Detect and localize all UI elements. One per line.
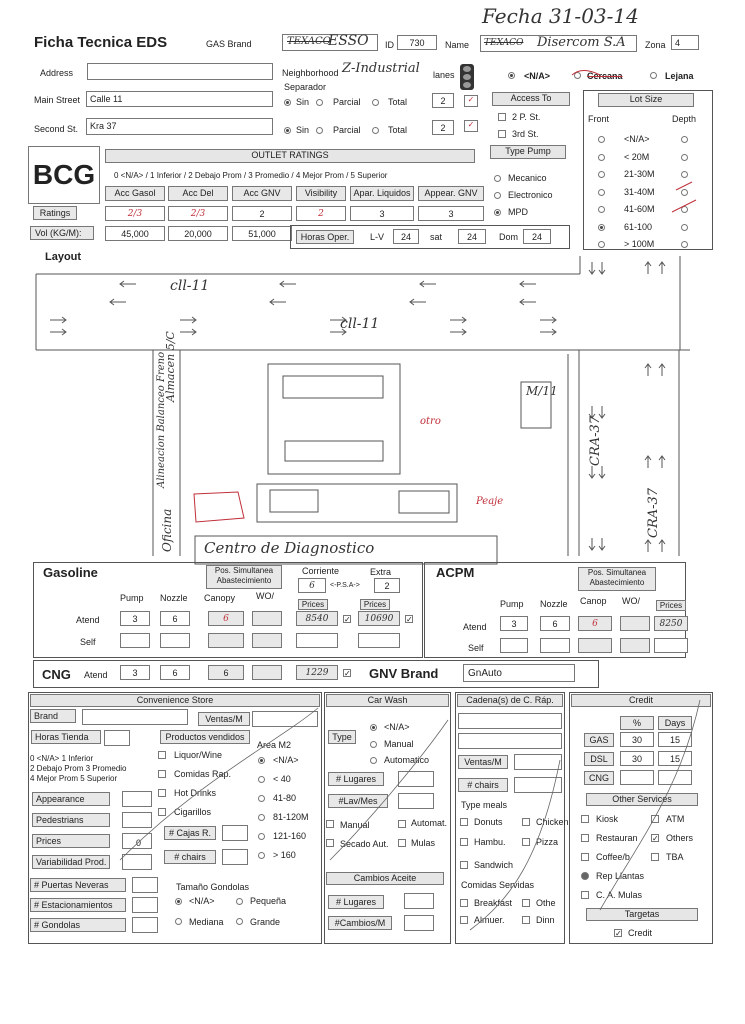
outlet-column-header: Acc Gasol bbox=[105, 186, 165, 201]
main-sep-parcial-label: Parcial bbox=[333, 97, 361, 107]
second-lanes-check[interactable]: ✓ bbox=[464, 120, 478, 132]
pump-mecanico-label: Mecanico bbox=[508, 173, 547, 183]
servida-breakfast-label: Breakfast bbox=[474, 898, 513, 908]
credit-pct-label: % bbox=[620, 716, 654, 730]
servida-othe-label: Othe bbox=[536, 898, 556, 908]
outlet-rating-field[interactable]: 3 bbox=[350, 206, 414, 221]
neighborhood-value: Z-Industrial bbox=[342, 61, 420, 76]
zona-label: Zona bbox=[645, 40, 666, 50]
product-label: Cigarillos bbox=[174, 807, 212, 817]
proximity-cercana-label: Cercana bbox=[587, 71, 623, 81]
outlet-column-header: Apar. Liquidos bbox=[350, 186, 414, 201]
dom-field[interactable]: 24 bbox=[523, 229, 551, 244]
cs-count-label: # Estacionamientos bbox=[30, 898, 126, 912]
gondola-na-label: <N/A> bbox=[189, 896, 215, 906]
lot-depth-label: Depth bbox=[672, 114, 697, 124]
credit-row-pct[interactable]: 30 bbox=[620, 732, 654, 747]
gnv-brand-value: GnAuto bbox=[468, 668, 502, 679]
gondolas-title: Tamaño Gondolas bbox=[176, 882, 250, 892]
gas-canopy-label: Canopy bbox=[204, 593, 236, 603]
productos-label: Productos vendidos bbox=[160, 730, 250, 744]
car-wash-lav-label: #Lav/Mes bbox=[328, 794, 388, 808]
meal-pizza-label: Pizza bbox=[536, 837, 559, 847]
meal-donuts-label: Donuts bbox=[474, 817, 503, 827]
lv-label: L-V bbox=[370, 232, 385, 242]
cambios-m-label: #Cambios/M bbox=[328, 916, 392, 930]
lot-size-option: > 100M bbox=[624, 239, 655, 249]
gas-atend-nozzle[interactable]: 6 bbox=[160, 611, 190, 626]
cadena-ventas-label: Ventas/M bbox=[458, 755, 508, 769]
credit-row-label: GAS bbox=[584, 733, 614, 747]
gas-wo-label: WO/ bbox=[256, 591, 274, 601]
lot-front-label: Front bbox=[588, 114, 610, 124]
fecha-handwritten: Fecha 31-03-14 bbox=[482, 4, 639, 28]
cng-pump-field[interactable]: 3 bbox=[120, 665, 150, 680]
access-3rd-label: 3rd St. bbox=[512, 129, 539, 139]
outlet-scale-legend: 0 <N/A> / 1 Inferior / 2 Debajo Prom / 3 Promedio / 4 Mejor Prom / 5 Superior bbox=[114, 171, 388, 180]
centro-diagnostico-label: Centro de Diagnostico bbox=[204, 539, 375, 557]
acpm-canop-label: Canop bbox=[580, 596, 607, 606]
street-mid-label: cll-11 bbox=[340, 316, 380, 332]
name-struck: TEXACO bbox=[484, 38, 524, 48]
convenience-header: Convenience Store bbox=[30, 694, 320, 707]
meal-hambu-label: Hambu. bbox=[474, 837, 506, 847]
ratings-label: Ratings bbox=[33, 206, 77, 220]
car-wash-type-label: Type bbox=[328, 730, 356, 744]
car-wash-header: Car Wash bbox=[326, 694, 449, 707]
horas-oper-label: Horas Oper. bbox=[296, 230, 354, 244]
service-label: TBA bbox=[666, 852, 684, 862]
cw-mulas-label: Mulas bbox=[411, 838, 436, 848]
bcg-logo-text: BCG bbox=[32, 159, 96, 190]
cambios-lugares-label: # Lugares bbox=[328, 895, 384, 909]
gas-canopy-field[interactable]: 6 bbox=[208, 611, 244, 626]
gas-price-corriente-check[interactable]: ✓ bbox=[344, 615, 351, 624]
cng-title: CNG bbox=[42, 667, 71, 682]
gasoline-title: Gasoline bbox=[43, 565, 98, 580]
comidas-servidas-label: Comidas Servidas bbox=[461, 880, 535, 890]
lot-size-header: Lot Size bbox=[598, 93, 694, 107]
car-wash-na-label: <N/A> bbox=[384, 722, 410, 732]
access-2pst-label: 2 P. St. bbox=[512, 112, 541, 122]
servida-almuer-label: Almuer. bbox=[474, 915, 505, 925]
second-sep-parcial-label: Parcial bbox=[333, 125, 361, 135]
cw-automat-label: Automat. bbox=[411, 818, 448, 828]
credit-row-days[interactable]: 15 bbox=[658, 751, 692, 766]
sat-field[interactable]: 24 bbox=[458, 229, 486, 244]
credit-row-label: CNG bbox=[584, 771, 614, 785]
cs-scale-2: 2 Debajo Prom 3 Promedio bbox=[30, 764, 127, 773]
area-label: <N/A> bbox=[273, 755, 299, 765]
cs-rating-label: Prices bbox=[32, 834, 110, 848]
acpm-self-label: Self bbox=[468, 643, 484, 653]
proximity-lejana-label: Lejana bbox=[665, 71, 694, 81]
outlet-ratings-header: OUTLET RATINGS bbox=[105, 149, 475, 163]
acpm-atend-nozzle[interactable]: 6 bbox=[540, 616, 570, 631]
lot-size-option: <N/A> bbox=[624, 134, 650, 144]
address-label: Address bbox=[40, 68, 74, 78]
name-value: Disercom S.A bbox=[537, 35, 626, 50]
area-label: 81-120M bbox=[273, 812, 309, 822]
gas-pos-sim-label: Pos. Simultanea Abastecimiento bbox=[206, 565, 282, 589]
side-label-oficina: Oficina bbox=[160, 508, 174, 552]
gas-atend-label: Atend bbox=[76, 615, 100, 625]
brand-label: Brand bbox=[30, 709, 76, 723]
gondola-grande-label: Grande bbox=[250, 917, 281, 927]
product-label: Comidas Rap. bbox=[174, 769, 232, 779]
main-lanes-check[interactable]: ✓ bbox=[464, 95, 478, 107]
acpm-atend-pump[interactable]: 3 bbox=[500, 616, 528, 631]
proximity-na-label: <N/A> bbox=[524, 71, 551, 81]
cadena-header: Cadena(s) de C. Ráp. bbox=[457, 694, 563, 707]
credit-row-days[interactable]: 15 bbox=[658, 732, 692, 747]
outlet-volume-field[interactable]: 51,000 bbox=[232, 226, 292, 241]
servida-dinn-label: Dinn bbox=[536, 915, 555, 925]
gas-pump-label: Pump bbox=[120, 593, 144, 603]
gas-price-extra[interactable]: 10690 bbox=[358, 611, 400, 626]
gas-self-label: Self bbox=[80, 637, 96, 647]
pump-mpd-label: MPD bbox=[508, 207, 528, 217]
area-m2-label: Area M2 bbox=[257, 740, 292, 750]
main-sep-total-label: Total bbox=[388, 97, 408, 107]
id-field[interactable]: 730 bbox=[397, 35, 437, 50]
cs-rating-label: Appearance bbox=[32, 792, 110, 806]
acpm-prices-label: Prices bbox=[656, 600, 686, 611]
outlet-column-header: Acc Del bbox=[168, 186, 228, 201]
main-lanes-field[interactable]: 2 bbox=[432, 93, 454, 108]
name-label: Name bbox=[445, 40, 470, 50]
outlet-rating-field[interactable]: 2 bbox=[232, 206, 292, 221]
lot-size-option: 21-30M bbox=[624, 169, 655, 179]
note-peaje: Peaje bbox=[476, 496, 504, 507]
main-street-label: Main Street bbox=[34, 95, 81, 105]
main-street-value: Calle 11 bbox=[90, 94, 123, 104]
horas-tienda-label: Horas Tienda bbox=[31, 730, 101, 744]
prices-value: 0 bbox=[136, 838, 142, 848]
service-label: Kiosk bbox=[596, 814, 619, 824]
acpm-title: ACPM bbox=[436, 565, 475, 580]
id-label: ID bbox=[385, 40, 394, 50]
cs-rating-label: Variabilidad Prod. bbox=[32, 855, 110, 869]
outlet-rating-field[interactable]: 2/3 bbox=[168, 206, 228, 221]
lot-size-option: 31-40M bbox=[624, 186, 655, 197]
access-to-header: Access To bbox=[492, 92, 570, 106]
service-check[interactable]: ✓ bbox=[652, 834, 659, 843]
outlet-column-header: Appear. GNV bbox=[418, 186, 484, 201]
acpm-atend-label: Atend bbox=[463, 622, 487, 632]
acpm-price-field[interactable]: 8250 bbox=[654, 616, 688, 631]
cs-scale-1: 0 <N/A> 1 Inferior bbox=[30, 754, 94, 763]
gas-price-corriente[interactable]: 8540 bbox=[296, 611, 338, 626]
lot-size-option: 41-60M bbox=[624, 204, 655, 214]
cng-atend-label: Atend bbox=[84, 670, 108, 680]
meal-chicken-label: Chicken bbox=[536, 817, 569, 827]
gas-nozzle-label: Nozzle bbox=[160, 593, 188, 603]
service-label: ATM bbox=[666, 814, 685, 824]
meal-sandwich-label: Sandwich bbox=[474, 860, 514, 870]
cajas-label: # Cajas R. bbox=[164, 826, 216, 840]
service-label: Restauran bbox=[596, 833, 638, 843]
form-title: Ficha Tecnica EDS bbox=[34, 34, 168, 51]
cs-count-label: # Gondolas bbox=[30, 918, 126, 932]
gas-psa-label: <-P.S.A-> bbox=[330, 582, 360, 589]
gas-prices-label-2: Prices bbox=[360, 599, 390, 610]
cng-nozzle-field[interactable]: 6 bbox=[160, 665, 190, 680]
vol-label: Vol (KG/M): bbox=[30, 226, 94, 240]
other-services-header: Other Services bbox=[586, 793, 698, 806]
zona-field[interactable]: 4 bbox=[671, 35, 699, 50]
side-label-almacen: Almacen 5/C bbox=[164, 331, 177, 402]
lanes-label: lanes bbox=[433, 70, 455, 80]
cng-canopy-field[interactable]: 6 bbox=[208, 665, 244, 680]
layout-title: Layout bbox=[45, 251, 82, 263]
gas-corriente-field[interactable]: 6 bbox=[298, 578, 326, 593]
credit-header: Credit bbox=[571, 694, 711, 707]
service-label: Rep Llantas bbox=[596, 871, 645, 881]
second-sep-sin-label: Sin bbox=[296, 125, 310, 135]
service-label: Others bbox=[666, 833, 694, 843]
area-label: 41-80 bbox=[273, 793, 297, 803]
outlet-column-header: Acc GNV bbox=[232, 186, 292, 201]
acpm-nozzle-label: Nozzle bbox=[540, 599, 568, 609]
gas-corriente-label: Corriente bbox=[302, 566, 340, 576]
outlet-rating-field[interactable]: 2/3 bbox=[105, 206, 165, 221]
cw-manual-label: Manual bbox=[340, 820, 370, 830]
outlet-rating-field[interactable]: 3 bbox=[418, 206, 484, 221]
car-wash-manual-label: Manual bbox=[384, 739, 414, 749]
second-lanes-field[interactable]: 2 bbox=[432, 120, 454, 135]
neighborhood-label: Neighborhood bbox=[282, 68, 339, 78]
targetas-header: Targetas bbox=[586, 908, 698, 921]
lot-size-option: < 20M bbox=[624, 151, 650, 162]
ventas-label: Ventas/M bbox=[198, 712, 250, 726]
dom-label: Dom bbox=[499, 232, 519, 242]
lot-size-option: 61-100 bbox=[624, 221, 653, 232]
credit-row-pct[interactable]: 30 bbox=[620, 751, 654, 766]
acpm-pos-sim-label: Pos. Simultanea Abastecimiento bbox=[578, 567, 656, 591]
gas-price-extra-check[interactable]: ✓ bbox=[406, 615, 413, 624]
cng-price-check[interactable]: ✓ bbox=[344, 669, 351, 678]
credit-card-check[interactable]: ✓ bbox=[615, 929, 622, 938]
cs-scale-3: 4 Mejor Prom 5 Superior bbox=[30, 774, 118, 783]
cng-price-field[interactable]: 1229 bbox=[296, 665, 338, 680]
product-label: Hot Drinks bbox=[174, 788, 217, 798]
area-label: > 160 bbox=[273, 850, 296, 860]
lv-field[interactable]: 24 bbox=[393, 229, 419, 244]
cs-chairs-label: # chairs bbox=[164, 850, 216, 864]
credit-days-label: Days bbox=[658, 716, 692, 730]
gondola-mediana-label: Mediana bbox=[189, 917, 224, 927]
service-label: C. A. Mulas bbox=[596, 890, 643, 900]
cambios-aceite-header: Cambios Aceite bbox=[326, 872, 444, 885]
cra-label-1: CRA-37 bbox=[588, 415, 603, 466]
second-street-label: Second St. bbox=[34, 124, 79, 134]
second-street-value: Kra 37 bbox=[90, 121, 117, 131]
acpm-wo-label: WO/ bbox=[622, 596, 640, 606]
acpm-pump-label: Pump bbox=[500, 599, 524, 609]
side-label-alineacion: Alineacion Balanceo Freno bbox=[156, 351, 167, 488]
cs-rating-label: Pedestrians bbox=[32, 813, 110, 827]
sat-label: sat bbox=[430, 232, 443, 242]
area-label: < 40 bbox=[273, 774, 291, 784]
gas-brand-label: GAS Brand bbox=[206, 39, 252, 49]
gas-extra-field[interactable]: 2 bbox=[374, 578, 400, 593]
outlet-column-header: Visibility bbox=[296, 186, 346, 201]
outlet-rating-field[interactable]: 2 bbox=[296, 206, 346, 221]
credit-row-label: DSL bbox=[584, 752, 614, 766]
gnv-brand-label: GNV Brand bbox=[369, 666, 439, 681]
type-pump-header: Type Pump bbox=[490, 145, 566, 159]
gas-brand-struck: TEXACO bbox=[287, 36, 331, 47]
gas-prices-label-1: Prices bbox=[298, 599, 328, 610]
main-sep-sin-label: Sin bbox=[296, 97, 310, 107]
note-otro: otro bbox=[420, 416, 441, 427]
area-label: 121-160 bbox=[273, 831, 307, 841]
type-meals-label: Type meals bbox=[461, 800, 508, 810]
pump-electronico-label: Electronico bbox=[508, 190, 553, 200]
gondola-pequena-label: Pequeña bbox=[250, 896, 287, 906]
car-wash-lugares-label: # Lugares bbox=[328, 772, 384, 786]
gas-extra-label: Extra bbox=[370, 567, 392, 577]
car-wash-auto-label: Automatico bbox=[384, 755, 430, 765]
product-label: Liquor/Wine bbox=[174, 750, 223, 760]
service-label: Coffee/b bbox=[596, 852, 630, 862]
outlet-volume-field[interactable]: 20,000 bbox=[168, 226, 228, 241]
credit-card-label: Credit bbox=[628, 928, 653, 938]
acpm-canop-field[interactable]: 6 bbox=[578, 616, 612, 631]
second-sep-total-label: Total bbox=[388, 125, 408, 135]
cra-label-2: CRA-37 bbox=[646, 487, 661, 538]
cadena-chairs-label: # chairs bbox=[458, 778, 508, 792]
gas-brand-value: ESSO bbox=[328, 33, 369, 49]
box-label: M/11 bbox=[526, 384, 558, 398]
street-top-label: cll-11 bbox=[170, 278, 210, 294]
separador-label: Separador bbox=[284, 82, 327, 92]
gas-atend-pump[interactable]: 3 bbox=[120, 611, 150, 626]
cs-count-label: # Puertas Neveras bbox=[30, 878, 126, 892]
cw-secado-label: Secado Aut. bbox=[340, 839, 389, 849]
outlet-volume-field[interactable]: 45,000 bbox=[105, 226, 165, 241]
